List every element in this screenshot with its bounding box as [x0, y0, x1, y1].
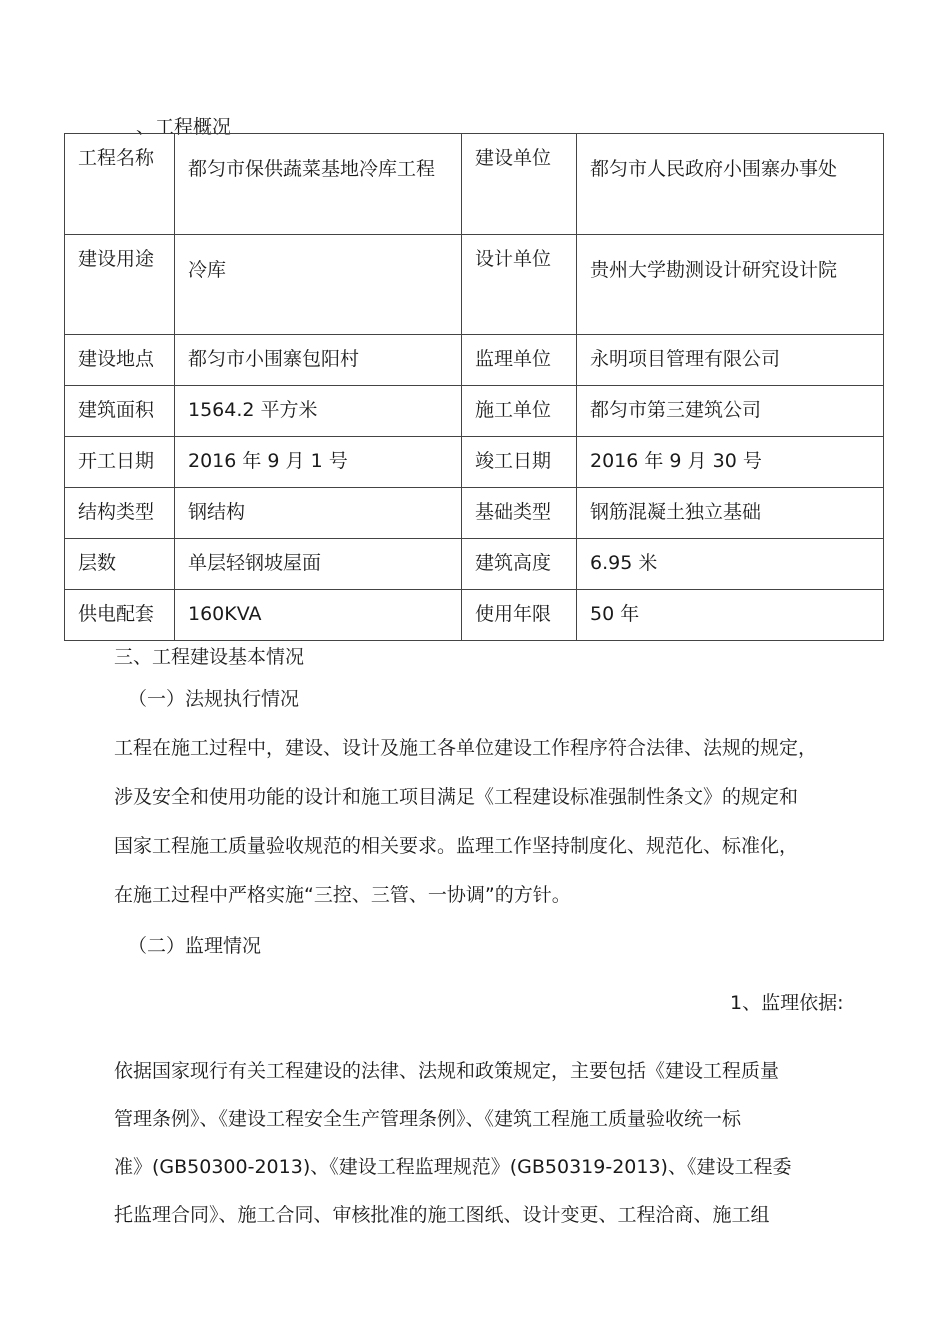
project-overview-table [64, 133, 884, 641]
table-cell [175, 134, 462, 235]
table-cell [175, 437, 462, 488]
table-cell [577, 488, 884, 539]
field-value: 50 年 [590, 603, 640, 625]
table-row [65, 386, 884, 437]
table-cell [65, 134, 175, 235]
field-value: 2016 年 9 月 30 号 [590, 450, 762, 472]
table-cell [577, 134, 884, 235]
table-cell [175, 335, 462, 386]
field-value: 贵州大学勘测设计研究设计院 [590, 259, 838, 281]
table-cell [462, 386, 577, 437]
table-cell [577, 590, 884, 641]
field-label: 监理单位 [475, 348, 552, 370]
table-cell [462, 235, 577, 335]
table-cell [65, 335, 175, 386]
table-cell [577, 437, 884, 488]
section-title-overview: 、工程概况 [136, 116, 232, 138]
table-cell [65, 235, 175, 335]
field-value: 单层轻钢坡屋面 [188, 552, 322, 574]
paragraph-line: 涉及安全和使用功能的设计和施工项目满足《工程建设标准强制性条文》的规定和 [114, 786, 799, 808]
table-row [65, 539, 884, 590]
table-cell [577, 235, 884, 335]
subsection-title-supervision: （二）监理情况 [128, 935, 262, 957]
table-cell [65, 488, 175, 539]
table-cell [462, 335, 577, 386]
field-value: 钢筋混凝土独立基础 [590, 501, 762, 523]
field-label: 开工日期 [78, 450, 155, 472]
field-label: 建筑高度 [475, 552, 552, 574]
table-cell [577, 335, 884, 386]
table-cell [175, 488, 462, 539]
table-cell [65, 437, 175, 488]
subsection-title-regulation: （一）法规执行情况 [128, 688, 300, 710]
field-value: 6.95 米 [590, 552, 658, 574]
field-label: 层数 [78, 552, 117, 574]
field-value: 永明项目管理有限公司 [590, 348, 781, 370]
table-cell [462, 437, 577, 488]
section-title-basic: 三、工程建设基本情况 [114, 646, 305, 668]
table-cell [175, 235, 462, 335]
field-value: 160KVA [188, 603, 262, 625]
field-label: 工程名称 [78, 147, 155, 169]
table-row [65, 134, 884, 235]
field-value: 2016 年 9 月 1 号 [188, 450, 348, 472]
paragraph-line: 准》(GB50300-2013)、《建设工程监理规范》(GB50319-2013)、《建设工程委 [114, 1156, 792, 1178]
paragraph-line: 托监理合同》、施工合同、审核批准的施工图纸、设计变更、工程洽商、施工组 [114, 1204, 770, 1226]
field-label: 结构类型 [78, 501, 155, 523]
field-label: 建设用途 [78, 248, 155, 270]
field-label: 供电配套 [78, 603, 155, 625]
table-row [65, 590, 884, 641]
table-cell [65, 590, 175, 641]
paragraph-line: 依据国家现行有关工程建设的法律、法规和政策规定，主要包括《建设工程质量 [114, 1060, 780, 1082]
field-value: 都匀市人民政府小围寨办事处 [590, 158, 838, 180]
table-row [65, 335, 884, 386]
field-label: 设计单位 [475, 248, 552, 270]
field-label: 建设地点 [78, 348, 155, 370]
field-value: 冷库 [188, 259, 227, 281]
table-cell [65, 386, 175, 437]
table-cell [175, 539, 462, 590]
table-cell [65, 539, 175, 590]
field-label: 竣工日期 [475, 450, 552, 472]
paragraph-line: 工程在施工过程中，建设、设计及施工各单位建设工作程序符合法律、法规的规定， [114, 737, 818, 759]
field-label: 使用年限 [475, 603, 552, 625]
field-label: 基础类型 [475, 501, 552, 523]
field-label: 建筑面积 [78, 399, 155, 421]
table-cell [462, 590, 577, 641]
table-cell [577, 386, 884, 437]
paragraph-line: 管理条例》、《建设工程安全生产管理条例》、《建筑工程施工质量验收统一标 [114, 1108, 742, 1130]
table-row [65, 488, 884, 539]
table-cell [577, 539, 884, 590]
field-value: 都匀市第三建筑公司 [590, 399, 762, 421]
table-cell [175, 590, 462, 641]
field-value: 钢结构 [188, 501, 246, 523]
field-label: 建设单位 [475, 147, 552, 169]
basis-title: 1、监理依据: [730, 992, 844, 1014]
field-value: 都匀市保供蔬菜基地冷库工程 [188, 158, 436, 180]
field-value: 1564.2 平方米 [188, 399, 318, 421]
table-row [65, 235, 884, 335]
table-cell [462, 488, 577, 539]
field-value: 都匀市小围寨包阳村 [188, 348, 360, 370]
field-label: 施工单位 [475, 399, 552, 421]
table-row [65, 437, 884, 488]
table-cell [175, 386, 462, 437]
table-cell [462, 134, 577, 235]
paragraph-line: 国家工程施工质量验收规范的相关要求。监理工作坚持制度化、规范化、标准化， [114, 835, 799, 857]
table-cell [462, 539, 577, 590]
paragraph-line: 在施工过程中严格实施“三控、三管、一协调”的方针。 [114, 884, 571, 906]
